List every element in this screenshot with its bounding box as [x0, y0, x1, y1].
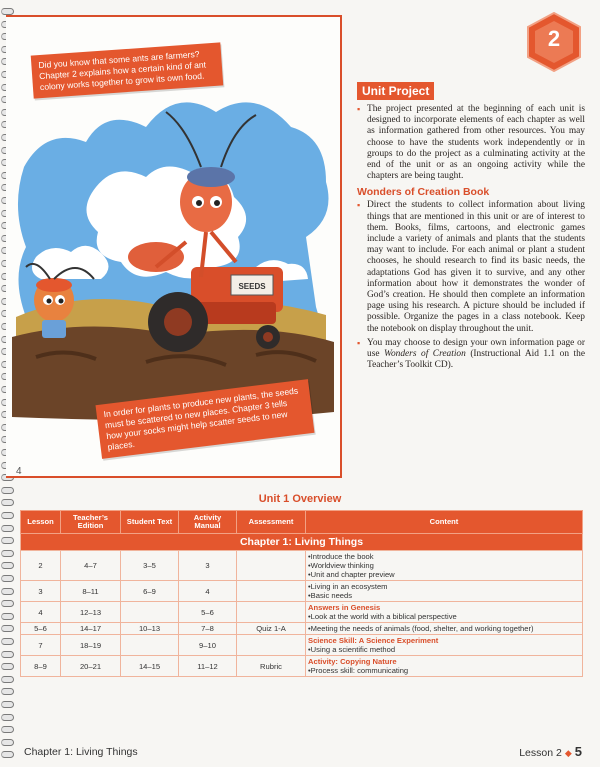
- table-row: [21, 635, 583, 656]
- table-row: [21, 581, 583, 602]
- lesson-cell: 7: [21, 635, 61, 656]
- content-item: • Basic needs: [308, 591, 580, 600]
- wonders-option-post: (Instructional Aid 1.1 on the Teacher’s Toolkit CD).: [367, 349, 585, 371]
- student-text-cell: [121, 635, 179, 656]
- spiral-ring: [1, 588, 14, 595]
- activity-manual-cell: 7–8: [179, 623, 237, 635]
- feature-heading: Answers in Genesis: [308, 603, 381, 612]
- spiral-ring: [1, 525, 14, 532]
- content-item: • Unit and chapter preview: [308, 570, 580, 579]
- spiral-ring: [1, 714, 14, 721]
- spiral-ring: [1, 676, 14, 683]
- content-item: • Look at the world with a biblical perspective: [308, 612, 580, 621]
- footer-bullet-icon: ◆: [564, 748, 572, 758]
- chapter-title: Chapter 1: Living Things: [21, 534, 583, 551]
- spiral-ring: [1, 562, 14, 569]
- teachers-edition-cell: 14–17: [61, 623, 121, 635]
- spiral-ring: [1, 575, 14, 582]
- header-activity-manual: Activity Manual: [179, 511, 237, 534]
- lesson-number: 2: [547, 26, 561, 51]
- lesson-cell: 3: [21, 581, 61, 602]
- content-item: • Meeting the needs of animals (food, shelter, and working together): [308, 624, 580, 633]
- table-row: [21, 656, 583, 677]
- activity-manual-cell: 11–12: [179, 656, 237, 677]
- content-cell: [306, 581, 583, 602]
- assessment-cell: Rubric: [237, 656, 306, 677]
- student-text-cell: 14–15: [121, 656, 179, 677]
- lesson-cell: 8–9: [21, 656, 61, 677]
- content-item: • Process skill: communicating: [308, 666, 580, 675]
- activity-manual-cell: 9–10: [179, 635, 237, 656]
- content-item: • Living in an ecosystem: [308, 582, 580, 591]
- spiral-ring: [1, 8, 14, 15]
- header-assessment: Assessment: [237, 511, 306, 534]
- seeds-callout: In order for plants to produce new plants, the seeds must be scattered to new places. Chapter 3 tells how your socks might help scatter seeds to new places.: [96, 379, 315, 459]
- table-header-row: [21, 511, 583, 534]
- activity-manual-cell: 5–6: [179, 602, 237, 623]
- lesson-cell: 2: [21, 551, 61, 581]
- content-item: • Worldview thinking: [308, 561, 580, 570]
- footer-page-number: 5: [574, 744, 582, 759]
- activity-manual-cell: 4: [179, 581, 237, 602]
- student-text-cell: 6–9: [121, 581, 179, 602]
- teachers-edition-cell: 4–7: [61, 551, 121, 581]
- spiral-ring: [1, 651, 14, 658]
- wonders-text: ▪ Direct the students to collect information about living things that are mentioned in this unit or are of interest to them. Books, films, cartoons, and electronic games include a variety of animals and plants that the students may want to include. For each animal or plant a student chooses, he should research to find its basic needs, the adaptations God has given it to survive, and any other information about how it demonstrates the wonder of God’s creation. He should then complete an information page using his research. A picture should be included if possible. Organize the pages in a class notebook. Keep the notebook on display throughout the unit.: [357, 200, 585, 334]
- assessment-cell: [237, 635, 306, 656]
- chapter-row: [21, 534, 583, 551]
- wonders-heading: Wonders of Creation Book: [357, 186, 490, 199]
- content-item: • Using a scientific method: [308, 645, 580, 654]
- feature-heading: Science Skill: A Science Experiment: [308, 636, 439, 645]
- overview-table: [20, 510, 583, 677]
- content-cell: [306, 551, 583, 581]
- seed-packet-label: SEEDS: [238, 282, 266, 291]
- spiral-ring: [1, 701, 14, 708]
- content-cell: [306, 623, 583, 635]
- spiral-ring: [1, 600, 14, 607]
- ant-farmers-callout: Did you know that some ants are farmers? Chapter 2 explains how a certain kind of ant colony works together to grow its own food.: [31, 42, 224, 98]
- footer-lesson-page: [519, 744, 582, 759]
- header-student-text: Student Text: [121, 511, 179, 534]
- table-row: [21, 602, 583, 623]
- lesson-cell: 5–6: [21, 623, 61, 635]
- spiral-ring: [1, 613, 14, 620]
- spiral-ring: [1, 537, 14, 544]
- spiral-ring: [1, 625, 14, 632]
- wonders-option-pre: You may choose to design your own information page or use: [367, 337, 585, 360]
- content-cell: [306, 602, 583, 623]
- footer-chapter: Chapter 1: Living Things: [24, 746, 138, 758]
- left-page-number: 4: [16, 466, 22, 477]
- table-row: [21, 551, 583, 581]
- table-row: [21, 623, 583, 635]
- spiral-ring: [1, 751, 14, 758]
- assessment-cell: [237, 602, 306, 623]
- spiral-ring: [1, 512, 14, 519]
- spiral-ring: [1, 739, 14, 746]
- teachers-edition-cell: 8–11: [61, 581, 121, 602]
- illustration-panel: [6, 15, 342, 478]
- feature-heading: Activity: Copying Nature: [308, 657, 397, 666]
- spiral-ring: [1, 726, 14, 733]
- header-content: Content: [306, 511, 583, 534]
- teachers-edition-cell: 18–19: [61, 635, 121, 656]
- wonders-option-title: Wonders of Creation: [384, 349, 466, 360]
- assessment-cell: [237, 551, 306, 581]
- right-column: [357, 82, 585, 374]
- assessment-cell: [237, 581, 306, 602]
- spiral-ring: [1, 638, 14, 645]
- content-cell: [306, 635, 583, 656]
- spiral-ring: [1, 688, 14, 695]
- student-text-cell: [121, 602, 179, 623]
- student-text-cell: 3–5: [121, 551, 179, 581]
- teachers-edition-cell: 20–21: [61, 656, 121, 677]
- unit-project-heading: Unit Project: [357, 82, 434, 100]
- assessment-cell: Quiz 1-A: [237, 623, 306, 635]
- spiral-ring: [1, 663, 14, 670]
- unit-project-text: ▪ The project presented at the beginning of each unit is designed to incorporate elements of each chapter as well as information gathered from other resources. You may choose to have the students work independently or in groups to do the project as a culminating activity at the end of the unit or as an ongoing activity while the chapters are being taught.: [357, 104, 585, 182]
- teachers-edition-cell: 12–13: [61, 602, 121, 623]
- lesson-cell: 4: [21, 602, 61, 623]
- footer-lesson-label: Lesson 2: [519, 747, 562, 759]
- content-cell: [306, 656, 583, 677]
- student-text-cell: 10–13: [121, 623, 179, 635]
- activity-manual-cell: 3: [179, 551, 237, 581]
- overview-title: Unit 1 Overview: [258, 493, 342, 505]
- wonders-option-text: [357, 338, 585, 372]
- spiral-ring: [1, 550, 14, 557]
- content-item: • Introduce the book: [308, 552, 580, 561]
- header-teachers-edition: Teacher’s Edition: [61, 511, 121, 534]
- header-lesson: Lesson: [21, 511, 61, 534]
